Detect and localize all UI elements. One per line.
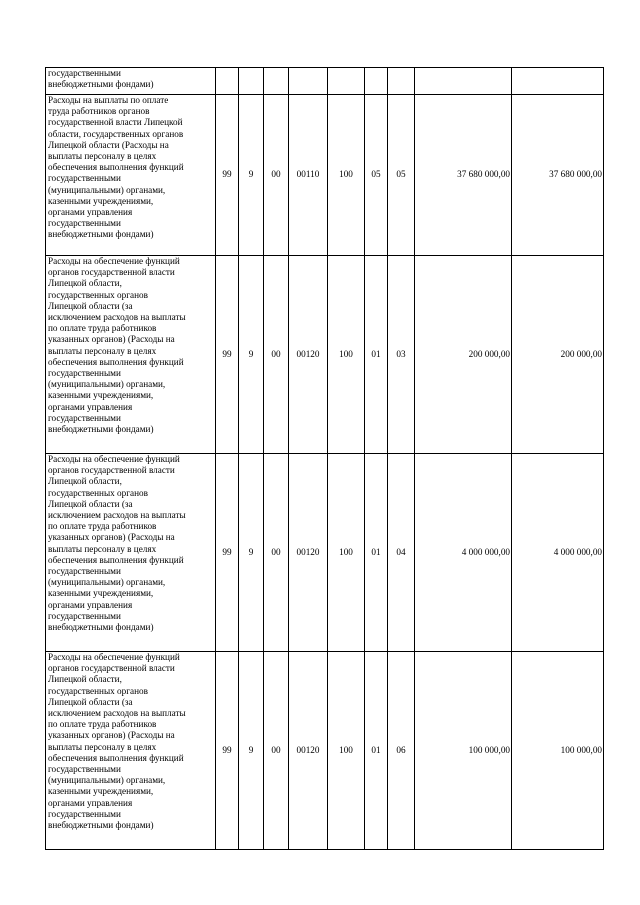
section-code: 01 bbox=[365, 454, 388, 652]
activity-code: 00 bbox=[264, 95, 289, 256]
table-row bbox=[46, 652, 604, 850]
expense-type-code: 100 bbox=[328, 95, 365, 256]
activity-code bbox=[264, 68, 289, 95]
subprogram-code bbox=[239, 68, 264, 95]
subsection-code: 03 bbox=[388, 256, 415, 454]
direction-code: 00120 bbox=[289, 454, 328, 652]
section-code bbox=[365, 68, 388, 95]
activity-code: 00 bbox=[264, 256, 289, 454]
row-description: Расходы на обеспечение функций органов государственной власти Липецкой области, государственных органов Липецкой области (за исключением расходов на выплаты по оплате труда работников указанных органов) (Расходы на выплаты персоналу в целях обеспечения выполнения функций государственными (муниципальными) органами, казенными учреждениями, органами управления государственными внебюджетными фондами) bbox=[46, 256, 216, 454]
activity-code: 00 bbox=[264, 652, 289, 850]
amount-2: 4 000 000,00 bbox=[512, 454, 604, 652]
amount-1: 37 680 000,00 bbox=[415, 95, 512, 256]
table-row bbox=[46, 454, 604, 652]
table-row bbox=[46, 256, 604, 454]
amount-2: 37 680 000,00 bbox=[512, 95, 604, 256]
amount-1: 4 000 000,00 bbox=[415, 454, 512, 652]
direction-code: 00110 bbox=[289, 95, 328, 256]
program-code: 99 bbox=[216, 256, 239, 454]
section-code: 01 bbox=[365, 256, 388, 454]
expense-type-code: 100 bbox=[328, 652, 365, 850]
direction-code bbox=[289, 68, 328, 95]
row-description: Расходы на обеспечение функций органов государственной власти Липецкой области, государственных органов Липецкой области (за исключением расходов на выплаты по оплате труда работников указанных органов) (Расходы на выплаты персоналу в целях обеспечения выполнения функций государственными (муниципальными) органами, казенными учреждениями, органами управления государственными внебюджетными фондами) bbox=[46, 652, 216, 850]
subsection-code: 06 bbox=[388, 652, 415, 850]
section-code: 05 bbox=[365, 95, 388, 256]
subprogram-code: 9 bbox=[239, 454, 264, 652]
program-code bbox=[216, 68, 239, 95]
table-row bbox=[46, 95, 604, 256]
amount-2 bbox=[512, 68, 604, 95]
row-description: Расходы на обеспечение функций органов государственной власти Липецкой области, государственных органов Липецкой области (за исключением расходов на выплаты по оплате труда работников указанных органов) (Расходы на выплаты персоналу в целях обеспечения выполнения функций государственными (муниципальными) органами, казенными учреждениями, органами управления государственными внебюджетными фондами) bbox=[46, 454, 216, 652]
direction-code: 00120 bbox=[289, 652, 328, 850]
subsection-code: 05 bbox=[388, 95, 415, 256]
amount-2: 200 000,00 bbox=[512, 256, 604, 454]
expense-type-code bbox=[328, 68, 365, 95]
budget-table bbox=[45, 67, 604, 850]
amount-1 bbox=[415, 68, 512, 95]
subprogram-code: 9 bbox=[239, 95, 264, 256]
subsection-code bbox=[388, 68, 415, 95]
row-description: государственными внебюджетными фондами) bbox=[46, 68, 216, 95]
program-code: 99 bbox=[216, 454, 239, 652]
program-code: 99 bbox=[216, 652, 239, 850]
row-description: Расходы на выплаты по оплате труда работников органов государственной власти Липецкой области, государственных органов Липецкой области (Расходы на выплаты персоналу в целях обеспечения выполнения функций государственными (муниципальными) органами, казенными учреждениями, органами управления государственными внебюджетными фондами) bbox=[46, 95, 216, 256]
subprogram-code: 9 bbox=[239, 652, 264, 850]
amount-1: 200 000,00 bbox=[415, 256, 512, 454]
expense-type-code: 100 bbox=[328, 256, 365, 454]
subsection-code: 04 bbox=[388, 454, 415, 652]
expense-type-code: 100 bbox=[328, 454, 365, 652]
activity-code: 00 bbox=[264, 454, 289, 652]
program-code: 99 bbox=[216, 95, 239, 256]
amount-2: 100 000,00 bbox=[512, 652, 604, 850]
section-code: 01 bbox=[365, 652, 388, 850]
table-row bbox=[46, 68, 604, 95]
direction-code: 00120 bbox=[289, 256, 328, 454]
subprogram-code: 9 bbox=[239, 256, 264, 454]
amount-1: 100 000,00 bbox=[415, 652, 512, 850]
